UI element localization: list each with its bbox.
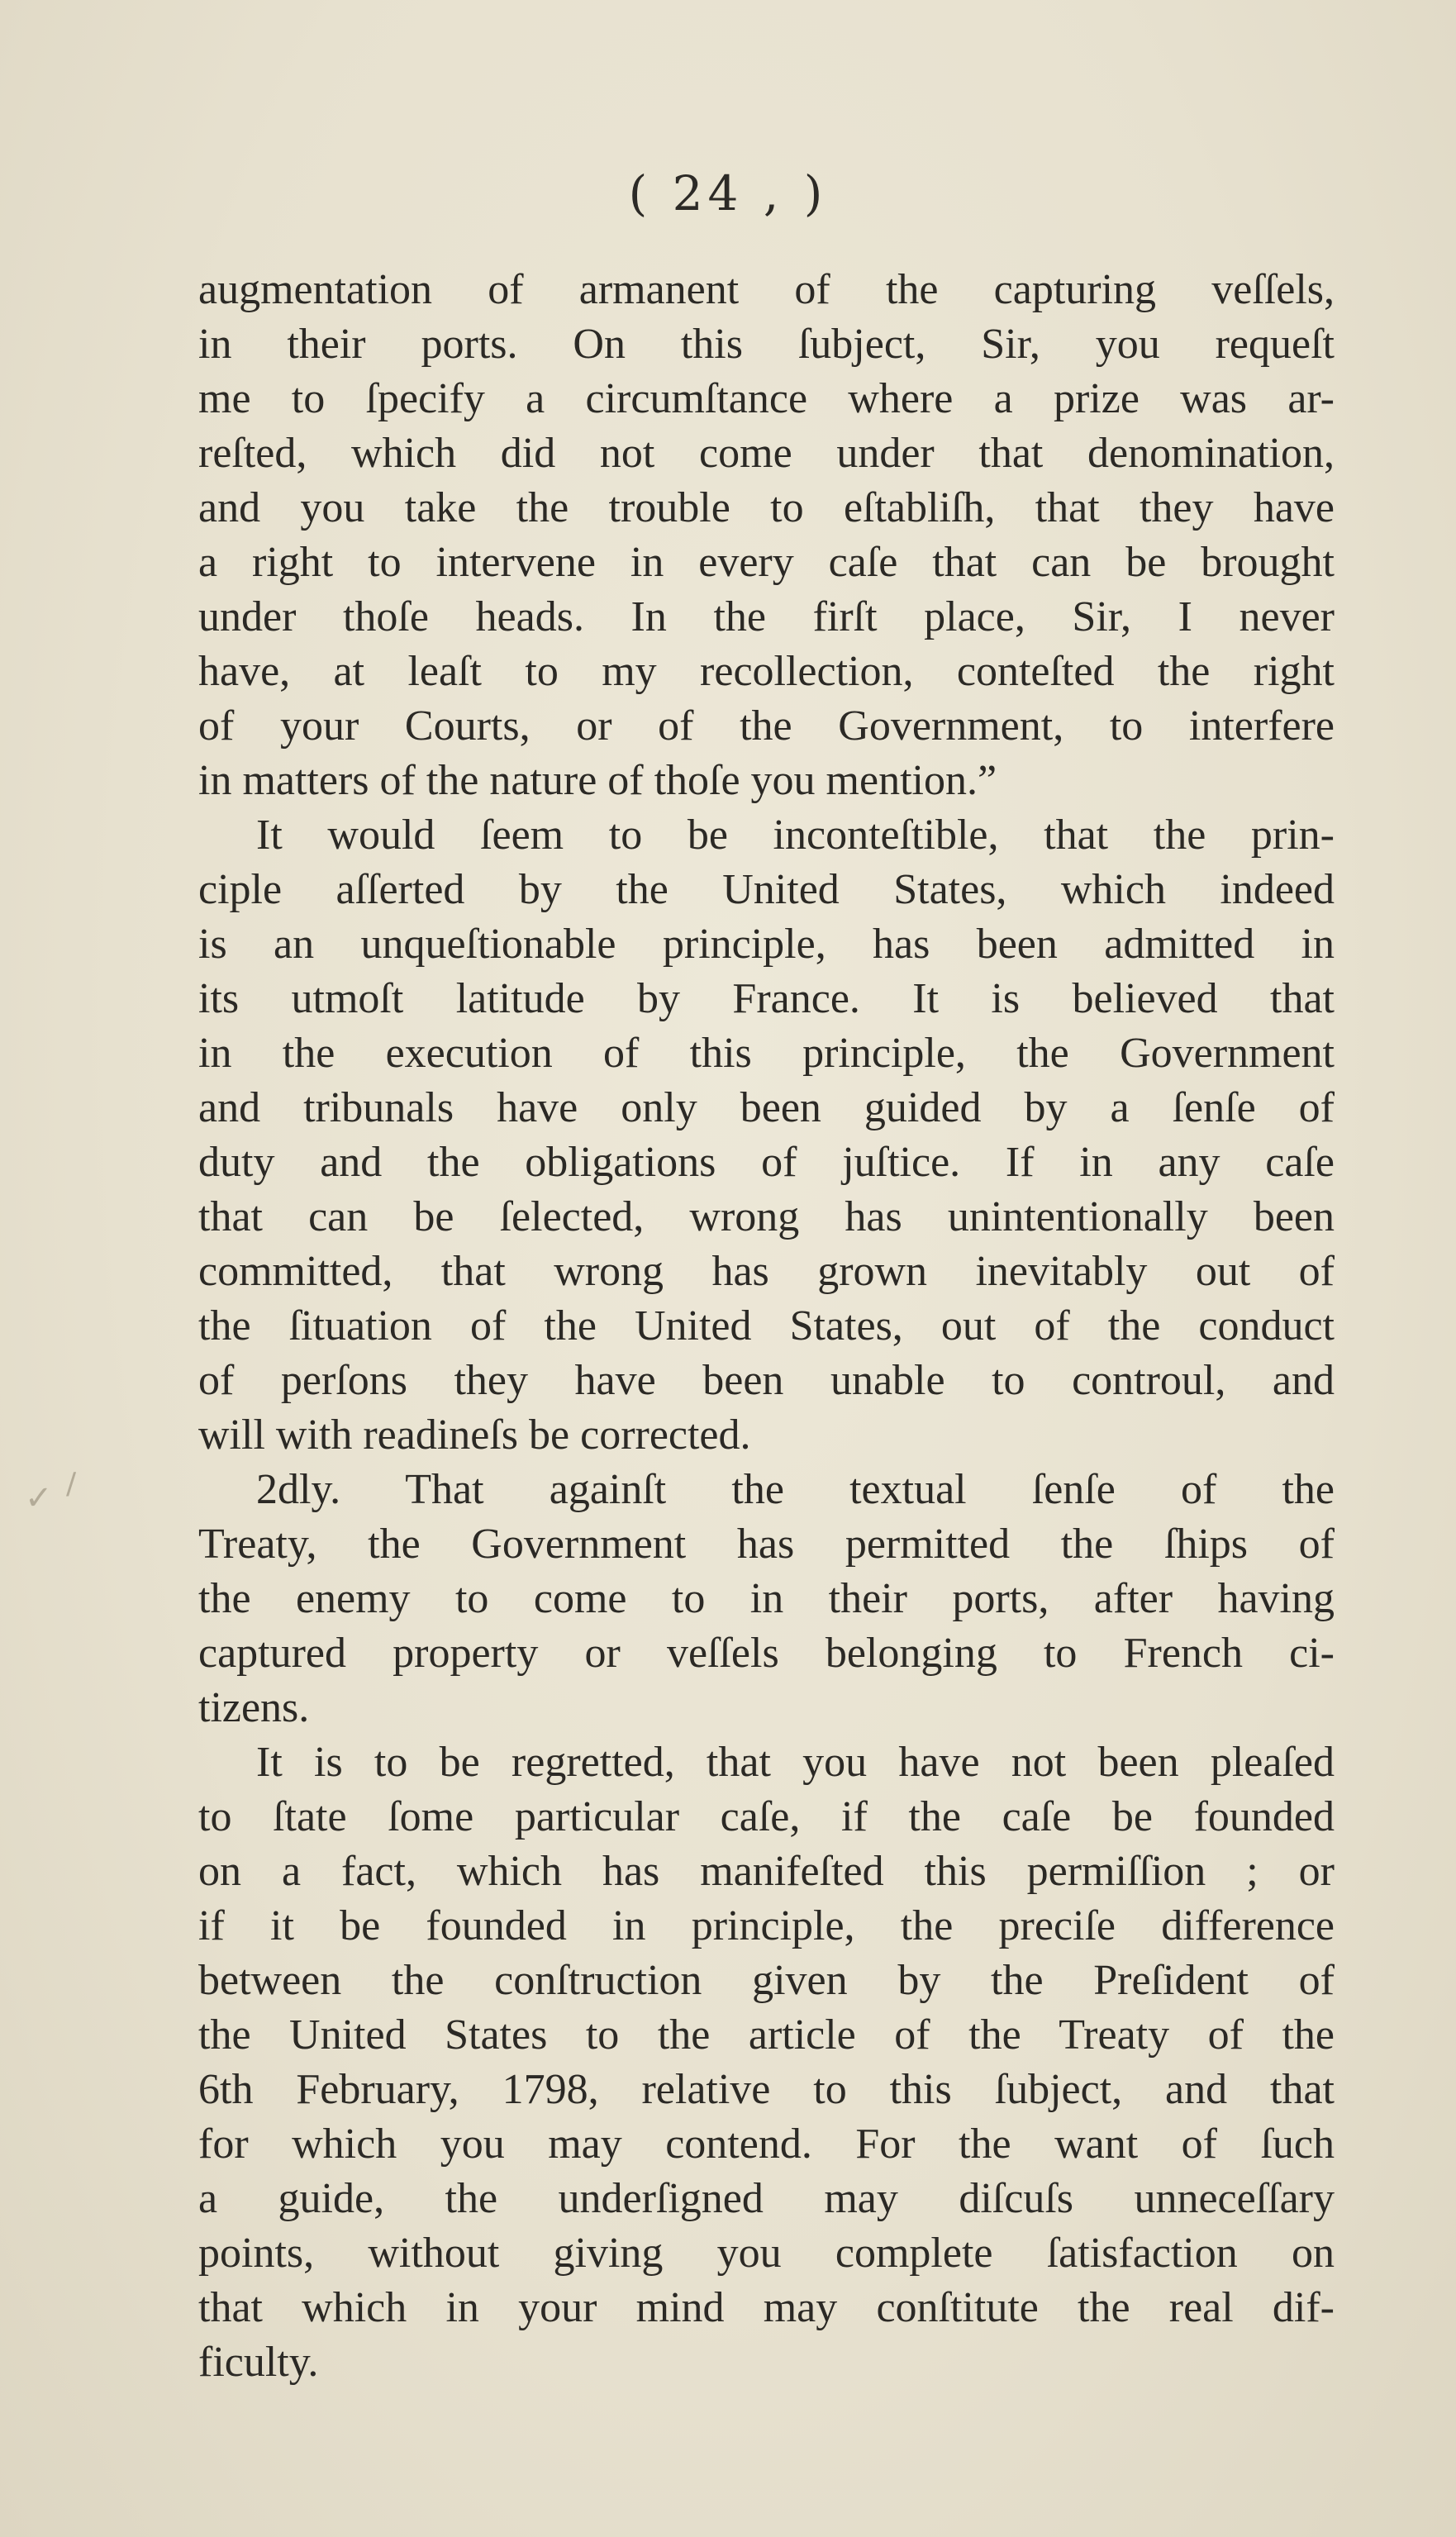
text-line: in the execution of this principle, the Government xyxy=(198,1030,1335,1077)
text-line: the United States to the article of the Treaty of the xyxy=(198,2011,1335,2059)
text-line: a guide, the underſigned may diſcuſs unneceſſary xyxy=(198,2175,1335,2222)
text-line: and you take the trouble to eſtabliſh, that they have xyxy=(198,484,1335,531)
text-line: a right to intervene in every caſe that can be brought xyxy=(198,539,1335,586)
text-line: the enemy to come to in their ports, after having xyxy=(198,1575,1335,1622)
text-line: to ſtate ſome particular caſe, if the caſe be founded xyxy=(198,1793,1335,1840)
text-line: reſted, which did not come under that denomination, xyxy=(198,430,1335,477)
text-line: points, without giving you complete ſatisfaction on xyxy=(198,2230,1335,2277)
text-line: ciple aſſerted by the United States, which indeed xyxy=(198,866,1335,913)
text-line: tizens. xyxy=(198,1684,310,1731)
page-number: ( 24 , ) xyxy=(628,165,828,221)
text-line: Treaty, the Government has permitted the ſhips of xyxy=(198,1521,1335,1568)
margin-mark-slash: / xyxy=(66,1467,77,1501)
text-line: have, at leaſt to my recollection, conteſted the right xyxy=(198,648,1335,695)
text-line: its utmoſt latitude by France. It is believed that xyxy=(198,975,1335,1022)
text-line: ficulty. xyxy=(198,2339,319,2386)
text-line: It is to be regretted, that you have not been pleaſed xyxy=(256,1739,1335,1786)
paragraph-2 xyxy=(198,808,1335,1463)
text-line: 2dly. That againſt the textual ſenſe of the xyxy=(256,1466,1335,1513)
text-line: captured property or veſſels belonging to French ci- xyxy=(198,1630,1335,1677)
paragraph-1 xyxy=(198,263,1335,808)
text-line: that which in your mind may conſtitute the real dif- xyxy=(198,2284,1335,2331)
text-line: of your Courts, or of the Government, to interfere xyxy=(198,702,1335,750)
text-line: 6th February, 1798, relative to this ſubject, and that xyxy=(198,2066,1335,2113)
paragraph-3 xyxy=(198,1463,1335,1735)
text-line: in matters of the nature of thoſe you mention.” xyxy=(198,757,997,804)
text-line: the ſituation of the United States, out of the conduct xyxy=(198,1302,1335,1349)
paragraph-4 xyxy=(198,1735,1335,2390)
text-line: augmentation of armanent of the capturing veſſels, xyxy=(198,266,1335,313)
margin-mark-check: ✓ xyxy=(25,1479,53,1517)
text-line: on a fact, which has manifeſted this permiſſion ; or xyxy=(198,1848,1335,1895)
text-line: if it be founded in principle, the preciſe difference xyxy=(198,1902,1335,1949)
text-line: between the conſtruction given by the Preſident of xyxy=(198,1957,1335,2004)
text-line: It would ſeem to be inconteſtible, that the prin- xyxy=(256,812,1335,859)
text-line: duty and the obligations of juſtice. If in any caſe xyxy=(198,1139,1335,1186)
text-line: will with readineſs be corrected. xyxy=(198,1411,751,1459)
text-line: in their ports. On this ſubject, Sir, you requeſt xyxy=(198,321,1335,368)
text-line: and tribunals have only been guided by a ſenſe of xyxy=(198,1084,1335,1131)
text-line: me to ſpecify a circumſtance where a prize was ar- xyxy=(198,375,1335,422)
text-line: that can be ſelected, wrong has unintentionally been xyxy=(198,1193,1335,1240)
text-line: of perſons they have been unable to controul, and xyxy=(198,1357,1335,1404)
text-line: for which you may contend. For the want of ſuch xyxy=(198,2121,1335,2168)
text-line: under thoſe heads. In the firſt place, Sir, I never xyxy=(198,593,1335,640)
text-line: committed, that wrong has grown inevitably out of xyxy=(198,1248,1335,1295)
body-text xyxy=(198,263,1335,2390)
text-line: is an unqueſtionable principle, has been admitted in xyxy=(198,921,1335,968)
